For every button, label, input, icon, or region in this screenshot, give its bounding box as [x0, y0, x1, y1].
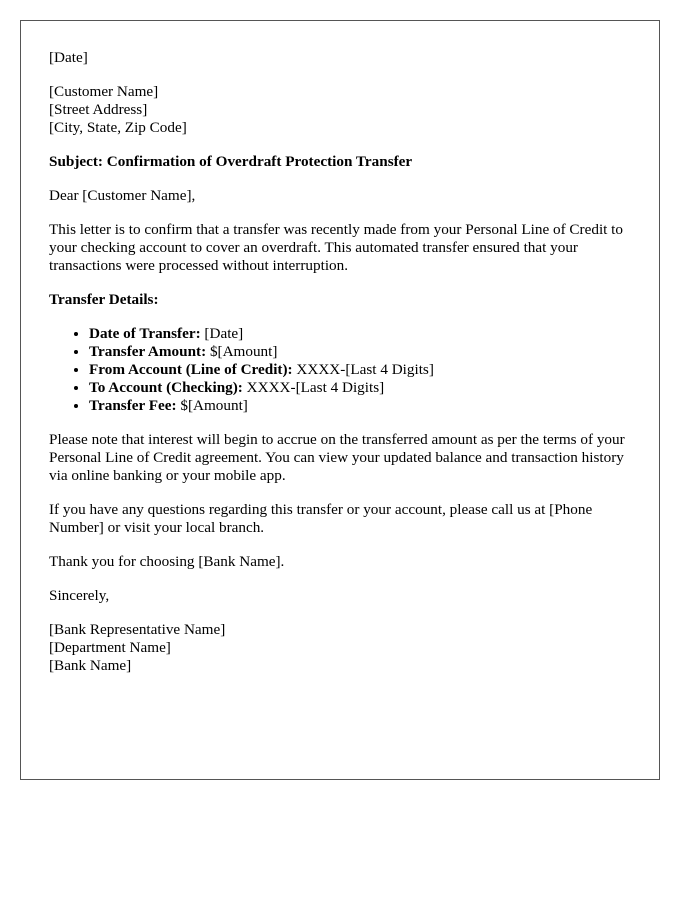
- letter-date: [Date]: [49, 49, 88, 66]
- detail-label: Date of Transfer:: [89, 325, 201, 342]
- questions-paragraph: If you have any questions regarding this transfer or your account, please call us at [Phone Number] or visit your local branch.: [49, 501, 593, 536]
- detail-value: $[Amount]: [176, 397, 248, 414]
- signature-block: [49, 621, 631, 675]
- recipient-address-block: [49, 83, 631, 137]
- letter-closing: Sincerely,: [49, 587, 110, 604]
- transfer-details-heading: Transfer Details:: [49, 291, 159, 308]
- letter-page: [20, 20, 660, 780]
- interest-paragraph: Please note that interest will begin to accrue on the transferred amount as per the terms of your Personal Line of Credit agreement. You can view your updated balance and transaction history via online banking or your mobile app.: [49, 431, 625, 484]
- detail-label: From Account (Line of Credit):: [89, 361, 293, 378]
- detail-value: XXXX-[Last 4 Digits]: [292, 361, 434, 378]
- recipient-city-state-zip: [City, State, Zip Code]: [49, 119, 187, 136]
- detail-transfer-amount: [89, 343, 631, 361]
- transfer-details-list: [49, 325, 631, 415]
- recipient-street: [Street Address]: [49, 101, 148, 118]
- detail-label: To Account (Checking):: [89, 379, 243, 396]
- detail-value: [Date]: [200, 325, 244, 342]
- signature-bank: [Bank Name]: [49, 657, 132, 674]
- intro-paragraph: This letter is to confirm that a transfer was recently made from your Personal Line of Credit to your checking account to cover an overdraft. This automated transfer ensured that your transactions were processed without interruption.: [49, 221, 623, 274]
- detail-date-of-transfer: [89, 325, 631, 343]
- signature-department: [Department Name]: [49, 639, 171, 656]
- detail-label: Transfer Fee:: [89, 397, 177, 414]
- thanks-line: Thank you for choosing [Bank Name].: [49, 553, 285, 570]
- signature-representative: [Bank Representative Name]: [49, 621, 226, 638]
- letter-salutation: Dear [Customer Name],: [49, 187, 196, 204]
- detail-value: $[Amount]: [206, 343, 278, 360]
- detail-label: Transfer Amount:: [89, 343, 207, 360]
- detail-to-account: [89, 379, 631, 397]
- recipient-name: [Customer Name]: [49, 83, 159, 100]
- detail-value: XXXX-[Last 4 Digits]: [242, 379, 385, 396]
- detail-from-account: [89, 361, 631, 379]
- detail-transfer-fee: [89, 397, 631, 415]
- letter-subject: Subject: Confirmation of Overdraft Protection Transfer: [49, 153, 413, 170]
